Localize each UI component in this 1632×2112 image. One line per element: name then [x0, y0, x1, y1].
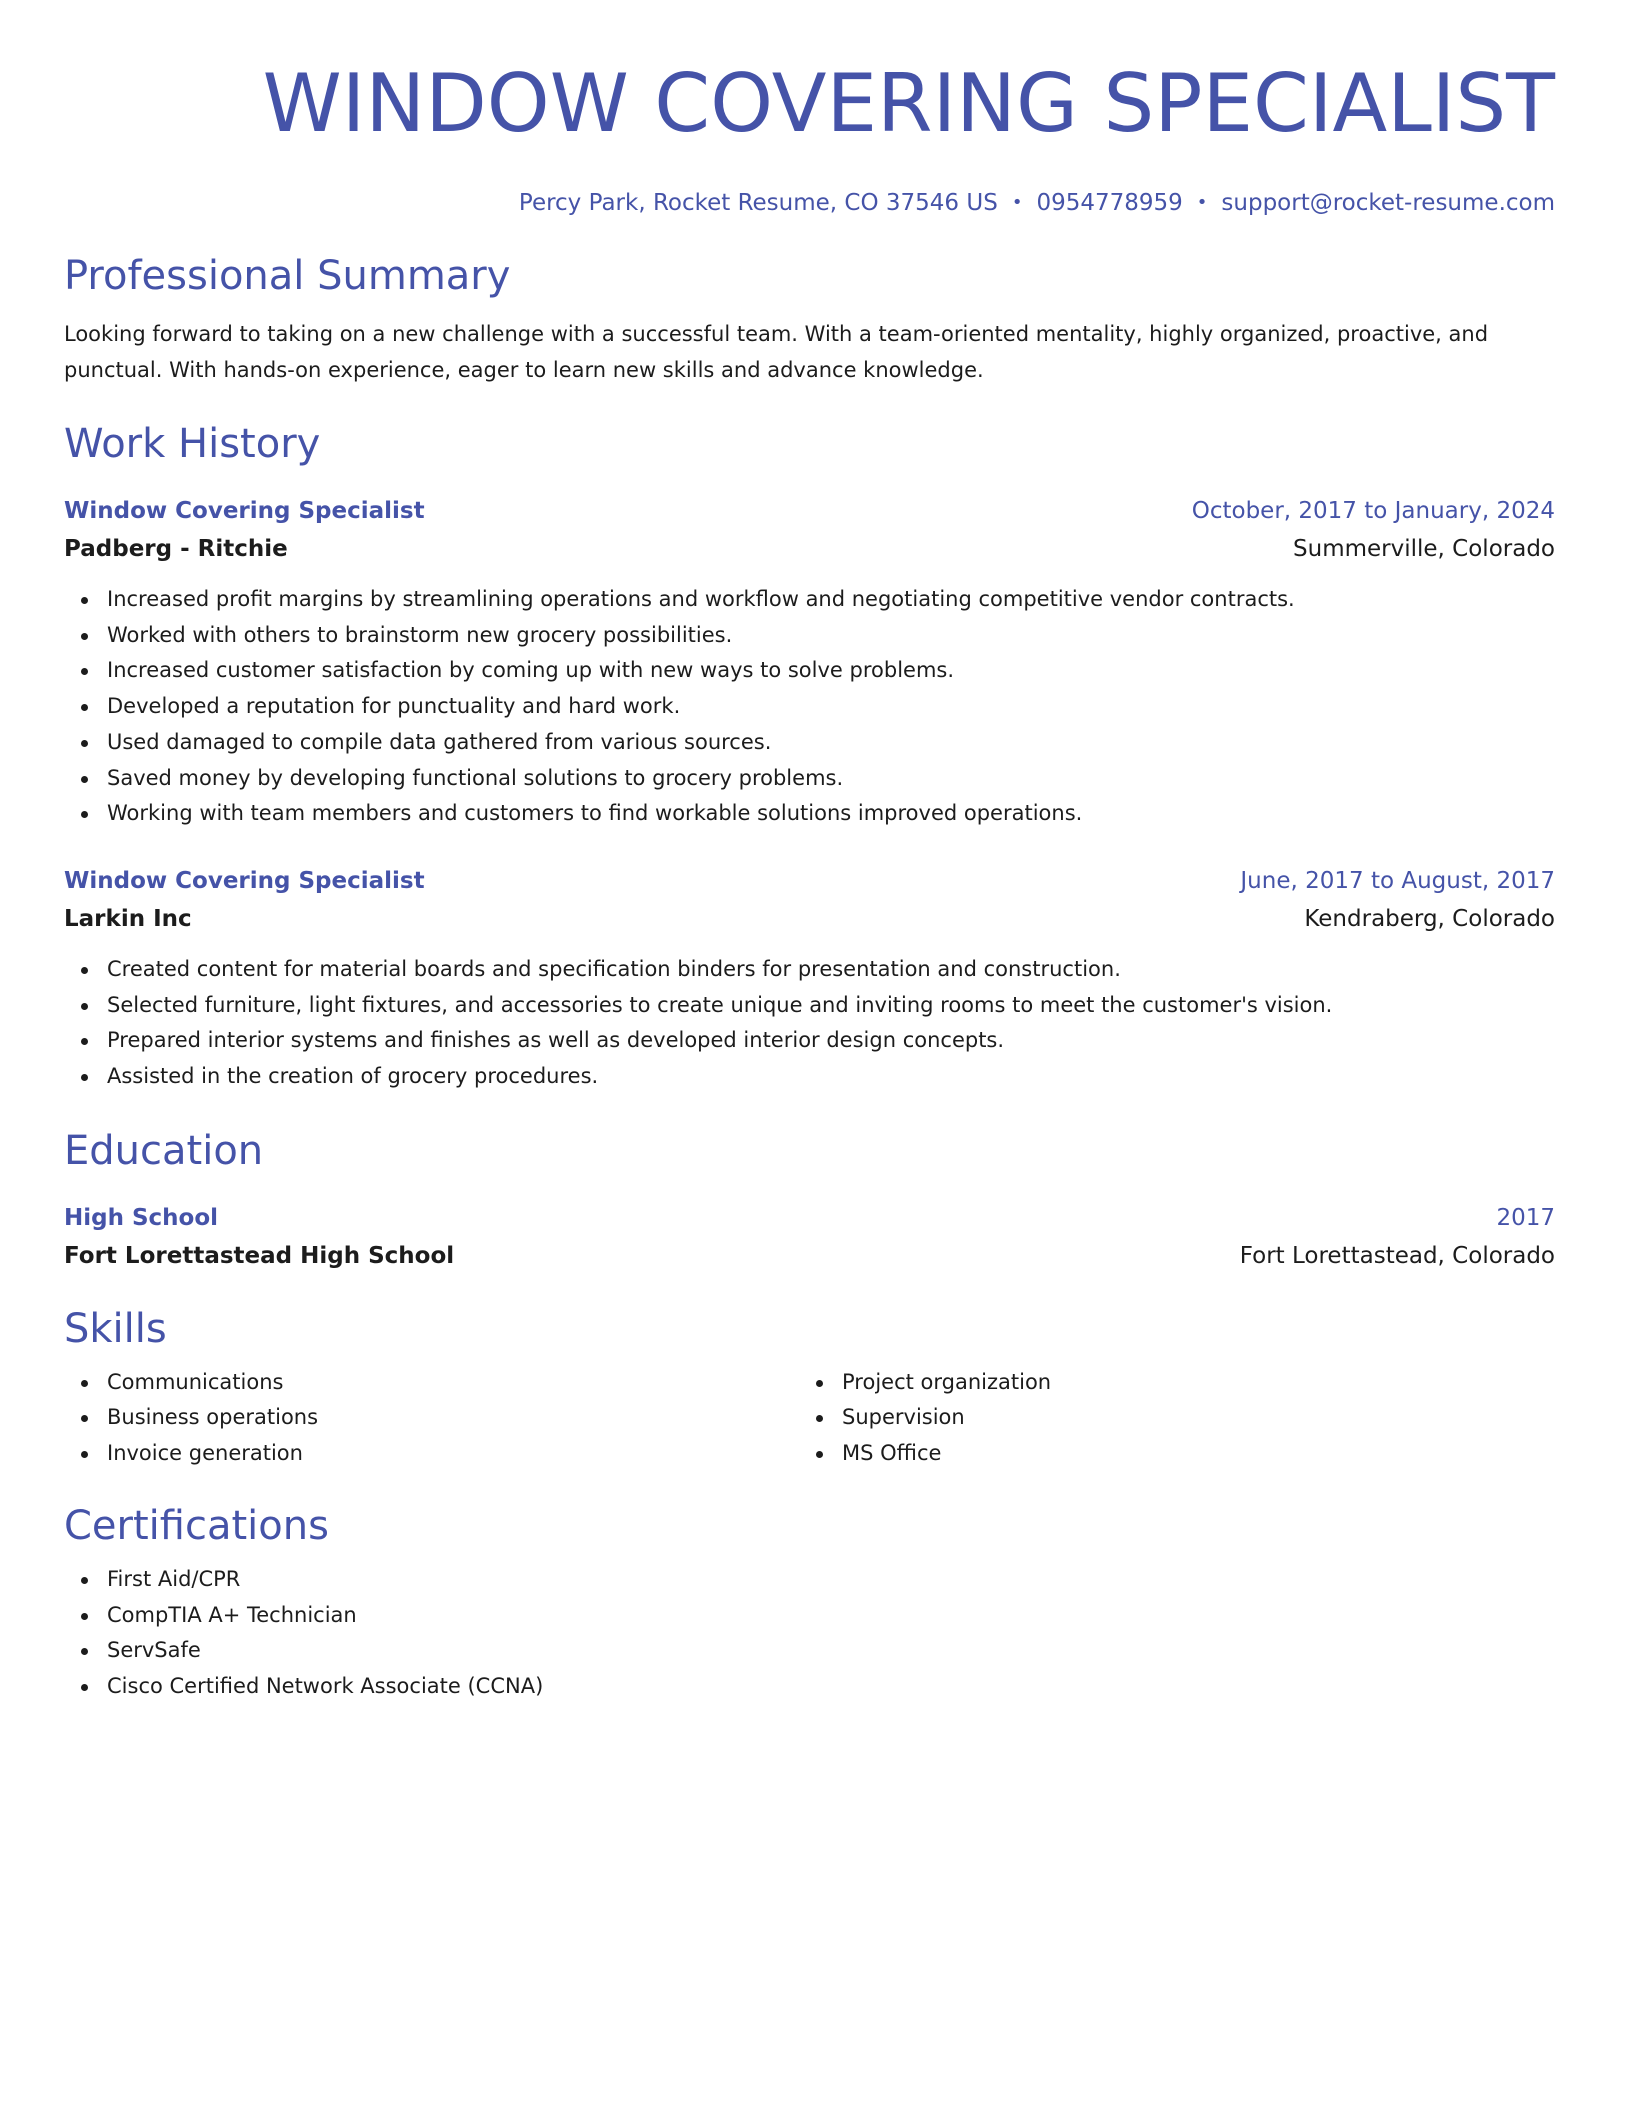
skills-list — [64, 1365, 799, 1472]
education-entry-subheader — [64, 1237, 1555, 1275]
job-location: Summerville, Colorado — [1293, 536, 1555, 562]
certification-item: First Aid/CPR — [107, 1562, 1555, 1598]
education-location: Fort Lorettastead, Colorado — [1239, 1242, 1555, 1269]
job-bullet: Saved money by developing functional solutions to grocery problems. — [107, 761, 1555, 797]
job-bullet: Selected furniture, light fixtures, and accessories to create unique and inviting rooms to meet the customer's vision. — [107, 988, 1555, 1024]
work-entry-header — [64, 862, 1555, 900]
section-heading-certifications: Certifications — [64, 1502, 329, 1549]
job-company: Padberg - Ritchie — [64, 536, 288, 562]
summary-text: Looking forward to taking on a new challenge with a successful team. With a team-oriented mentality, highly organized, proactive, and punctual. With hands-on experience, eager to learn new skills and advance knowledge. — [64, 322, 1489, 382]
contact-separator: • — [1196, 192, 1208, 213]
work-entry-header — [64, 492, 1555, 530]
work-entry — [64, 862, 1555, 1095]
certification-item: CompTIA A+ Technician — [107, 1598, 1555, 1634]
job-bullet: Used damaged to compile data gathered from various sources. — [107, 725, 1555, 761]
skill-item: MS Office — [842, 1436, 1534, 1472]
skills-column-right — [799, 1365, 1534, 1472]
education-year: 2017 — [1496, 1204, 1555, 1231]
job-bullet: Increased profit margins by streamlining operations and workflow and negotiating competitive vendor contracts. — [107, 582, 1555, 618]
job-title: Window Covering Specialist — [64, 498, 425, 524]
skills-columns — [64, 1365, 1555, 1472]
certifications-block — [64, 1562, 1555, 1705]
certifications-list — [64, 1562, 1555, 1705]
job-dates: October, 2017 to January, 2024 — [1191, 498, 1555, 524]
skill-item: Business operations — [107, 1400, 799, 1436]
skills-column-left — [64, 1365, 799, 1472]
resume-title: WINDOW COVERING SPECIALIST — [262, 57, 1555, 150]
job-bullet: Worked with others to brainstorm new grocery possibilities. — [107, 618, 1555, 654]
job-dates: June, 2017 to August, 2017 — [1240, 867, 1555, 894]
job-bullet: Created content for material boards and specification binders for presentation and construction. — [107, 952, 1555, 988]
contact-separator: • — [1011, 192, 1023, 213]
work-entry-subheader — [64, 900, 1555, 938]
education-entry-header — [64, 1199, 1555, 1237]
skill-item: Supervision — [842, 1400, 1534, 1436]
certification-item: Cisco Certified Network Associate (CCNA) — [107, 1669, 1555, 1705]
job-bullet: Increased customer satisfaction by coming up with new ways to solve problems. — [107, 653, 1555, 689]
education-school: Fort Lorettastead High School — [64, 1242, 455, 1269]
resume-page — [64, 52, 1555, 1705]
job-bullet-list — [64, 952, 1555, 1095]
section-heading-education: Education — [64, 1127, 264, 1174]
section-heading-skills: Skills — [64, 1305, 167, 1352]
certification-item: ServSafe — [107, 1633, 1555, 1669]
job-location: Kendraberg, Colorado — [1304, 905, 1555, 932]
job-bullet-list — [64, 582, 1555, 832]
work-entry-subheader — [64, 530, 1555, 568]
skill-item: Communications — [107, 1365, 799, 1401]
contact-address: Percy Park, Rocket Resume, CO 37546 US — [518, 190, 998, 216]
contact-line — [64, 186, 1555, 220]
job-bullet: Assisted in the creation of grocery procedures. — [107, 1059, 1555, 1095]
skill-item: Invoice generation — [107, 1436, 799, 1472]
work-entry — [64, 492, 1555, 832]
skill-item: Project organization — [842, 1365, 1534, 1401]
job-bullet: Working with team members and customers to find workable solutions improved operations. — [107, 796, 1555, 832]
contact-phone: 0954778959 — [1036, 190, 1183, 216]
contact-email: support@rocket-resume.com — [1221, 190, 1555, 216]
education-degree: High School — [64, 1204, 219, 1231]
skills-list — [799, 1365, 1534, 1472]
education-entry — [64, 1199, 1555, 1275]
section-heading-work-history: Work History — [64, 421, 321, 467]
section-heading-summary: Professional Summary — [64, 253, 511, 299]
job-bullet: Developed a reputation for punctuality and hard work. — [107, 689, 1555, 725]
job-title: Window Covering Specialist — [64, 867, 425, 894]
job-company: Larkin Inc — [64, 905, 192, 932]
job-bullet: Prepared interior systems and finishes as well as developed interior design concepts. — [107, 1023, 1555, 1059]
